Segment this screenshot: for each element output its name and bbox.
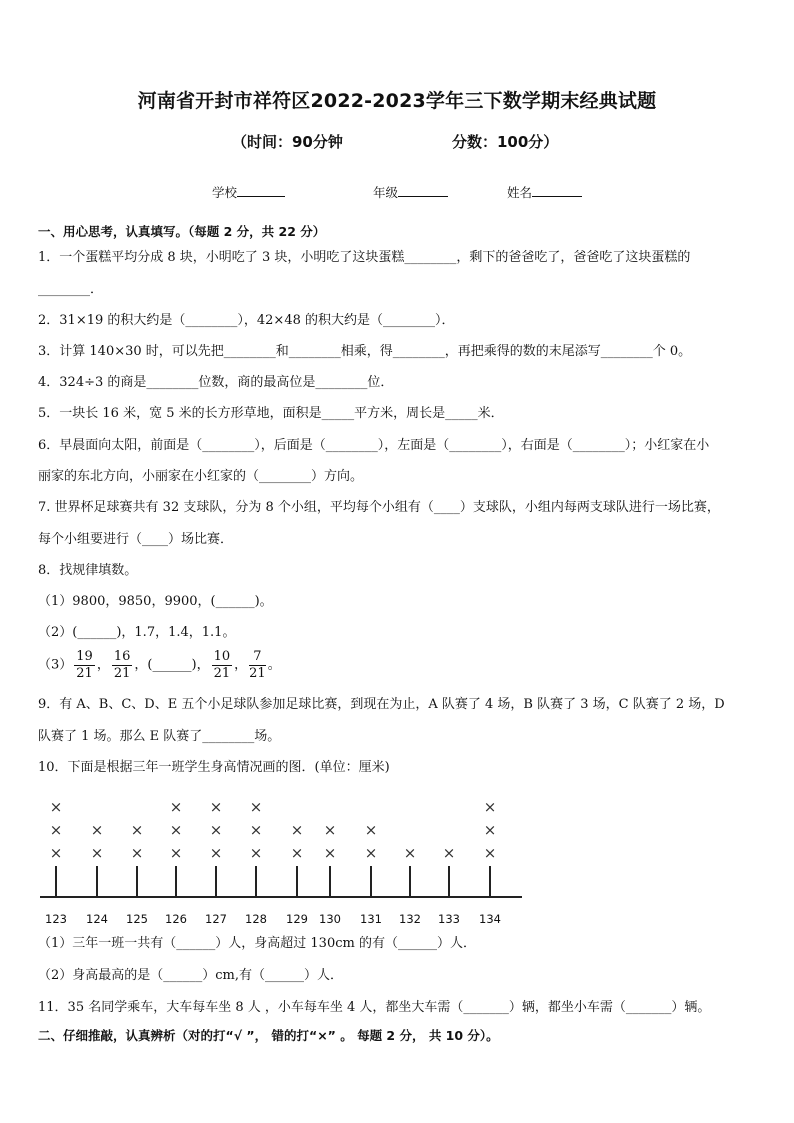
tick-label: 127 bbox=[205, 912, 227, 926]
name-field[interactable] bbox=[507, 183, 582, 201]
tick-label: 124 bbox=[86, 912, 108, 926]
tick-label: 131 bbox=[360, 912, 382, 926]
section-1-heading: 一、用心思考，认真填写。（每题 2 分，共 22 分） bbox=[38, 224, 326, 239]
section-2-heading: 二、仔细推敲，认真辨析（对的打“√ ”， 错的打“×” 。 每题 2 分， 共 10 分）。 bbox=[38, 1028, 499, 1043]
data-mark: × bbox=[209, 844, 223, 862]
data-mark: × bbox=[209, 798, 223, 816]
data-mark: × bbox=[364, 821, 378, 839]
data-mark: × bbox=[323, 821, 337, 839]
axis-tick bbox=[329, 866, 331, 896]
question-10-part-1: （1）三年一班一共有（______）人，身高超过 130cm 的有（______）人． bbox=[38, 936, 476, 951]
data-mark: × bbox=[364, 844, 378, 862]
axis-tick bbox=[370, 866, 372, 896]
q8-3-blank: (______) bbox=[147, 657, 197, 673]
question-9-line-2: 队赛了 1 场。那么 E 队赛了________场。 bbox=[38, 729, 281, 744]
grade-field[interactable] bbox=[373, 183, 448, 201]
question-6-line-2: 丽家的东北方向，小丽家在小红家的（________）方向。 bbox=[38, 469, 364, 484]
data-mark: × bbox=[442, 844, 456, 862]
question-11: 11．35 名同学乘车，大车每车坐 8 人 ，小车每车坐 4 人，都坐大车需（_______）辆，都坐小车需（_______）辆。 bbox=[38, 1000, 711, 1015]
tick-label: 128 bbox=[245, 912, 267, 926]
data-mark: × bbox=[249, 821, 263, 839]
fraction-3: $\frac{10}{21}$ bbox=[213, 649, 231, 681]
data-mark: × bbox=[290, 821, 304, 839]
fraction-4: $\frac{7}{21}$ bbox=[249, 649, 266, 681]
tick-label: 126 bbox=[165, 912, 187, 926]
question-8-part-2: （2）(______)，1.7，1.4，1.1。 bbox=[38, 625, 236, 640]
tick-label: 123 bbox=[45, 912, 67, 926]
tick-label: 134 bbox=[479, 912, 501, 926]
tick-label: 125 bbox=[126, 912, 148, 926]
data-mark: × bbox=[483, 821, 497, 839]
question-8: 8．找规律填数。 bbox=[38, 563, 138, 578]
q8-3-prefix: （3） bbox=[38, 657, 73, 673]
question-7-line-1: 7. 世界杯足球赛共有 32 支球队，分为 8 个小组，平均每个小组有（____）支球队，小组内每两支球队进行一场比赛， bbox=[38, 500, 720, 515]
data-mark: × bbox=[90, 844, 104, 862]
tick-label: 129 bbox=[286, 912, 308, 926]
fraction-2: $\frac{16}{21}$ bbox=[113, 649, 131, 681]
axis-tick bbox=[489, 866, 491, 896]
data-mark: × bbox=[130, 821, 144, 839]
axis-line bbox=[40, 896, 522, 898]
data-mark: × bbox=[49, 844, 63, 862]
axis-tick bbox=[136, 866, 138, 896]
question-10-part-2: （2）身高最高的是（______）cm,有（______）人． bbox=[38, 968, 344, 983]
data-mark: × bbox=[49, 798, 63, 816]
axis-tick bbox=[409, 866, 411, 896]
data-mark: × bbox=[323, 844, 337, 862]
axis-tick bbox=[175, 866, 177, 896]
grade-label: 年级 bbox=[373, 185, 399, 200]
data-mark: × bbox=[130, 844, 144, 862]
question-3: 3．计算 140×30 时，可以先把________和________相乘，得________，再把乘得的数的末尾添写________个 0。 bbox=[38, 344, 692, 359]
data-mark: × bbox=[249, 798, 263, 816]
data-mark: × bbox=[49, 821, 63, 839]
question-9-line-1: 9．有 A、B、C、D、E 五个小足球队参加足球比赛，到现在为止，A 队赛了 4 场，B 队赛了 3 场，C 队赛了 2 场，D bbox=[38, 697, 725, 712]
page-title: 河南省开封市祥符区2022-2023学年三下数学期末经典试题 bbox=[137, 90, 657, 112]
time-limit: （时间：90分钟 bbox=[232, 133, 343, 151]
question-4: 4．324÷3 的商是________位数，商的最高位是________位． bbox=[38, 375, 394, 390]
school-field[interactable] bbox=[212, 183, 285, 201]
data-mark: × bbox=[249, 844, 263, 862]
question-10: 10．下面是根据三年一班学生身高情况画的图．(单位：厘米) bbox=[38, 760, 390, 775]
axis-tick bbox=[96, 866, 98, 896]
total-score: 分数：100分） bbox=[452, 133, 559, 151]
data-mark: × bbox=[90, 821, 104, 839]
question-1-line-2: ________． bbox=[38, 282, 104, 297]
question-2: 2．31×19 的积大约是（________），42×48 的积大约是（________）． bbox=[38, 313, 455, 328]
name-label: 姓名 bbox=[507, 185, 533, 200]
school-label: 学校 bbox=[212, 185, 238, 200]
question-5: 5．一块长 16 米，宽 5 米的长方形草地，面积是_____平方米，周长是_____米． bbox=[38, 406, 504, 421]
data-mark: × bbox=[483, 844, 497, 862]
tick-label: 133 bbox=[438, 912, 460, 926]
data-mark: × bbox=[169, 821, 183, 839]
tick-label: 130 bbox=[319, 912, 341, 926]
axis-tick bbox=[55, 866, 57, 896]
question-1-line-1: 1．一个蛋糕平均分成 8 块，小明吃了 3 块，小明吃了这块蛋糕________，剩下的爸爸吃了，爸爸吃了这块蛋糕的 bbox=[38, 250, 691, 265]
fraction-1: $\frac{19}{21}$ bbox=[76, 649, 93, 681]
question-6-line-1: 6．早晨面向太阳，前面是（________），后面是（________），左面是（________），右面是（________）；小红家在小 bbox=[38, 438, 710, 453]
axis-tick bbox=[448, 866, 450, 896]
axis-tick bbox=[215, 866, 217, 896]
question-7-line-2: 每个小组要进行（____）场比赛． bbox=[38, 532, 234, 547]
data-mark: × bbox=[169, 844, 183, 862]
data-mark: × bbox=[209, 821, 223, 839]
question-8-part-3: （3） $\frac{19}{21}$ ， $\frac{16}{21}$ ，(______)， $\frac{10}{21}$ ， $\frac{7}{21}$ 。 bbox=[38, 649, 281, 681]
data-mark: × bbox=[483, 798, 497, 816]
data-mark: × bbox=[403, 844, 417, 862]
tick-label: 132 bbox=[399, 912, 421, 926]
axis-tick bbox=[296, 866, 298, 896]
question-8-part-1: （1）9800，9850，9900，(______)。 bbox=[38, 594, 273, 609]
axis-tick bbox=[255, 866, 257, 896]
data-mark: × bbox=[169, 798, 183, 816]
data-mark: × bbox=[290, 844, 304, 862]
